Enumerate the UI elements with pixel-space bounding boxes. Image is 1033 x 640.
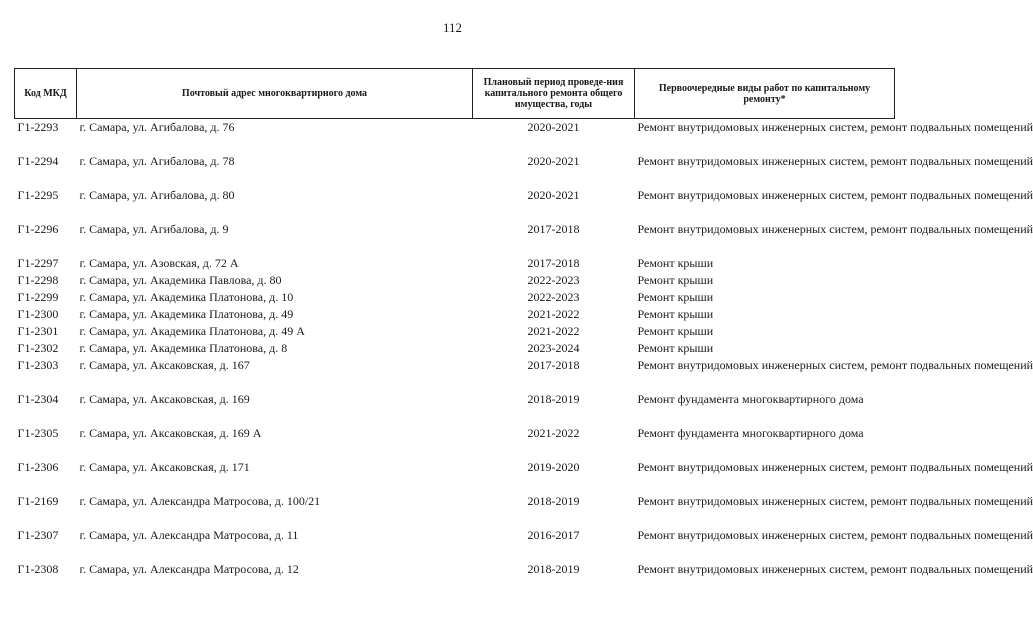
cell-address: г. Самара, ул. Агибалова, д. 80 — [79, 187, 235, 202]
cell-period: 2020-2021 — [527, 153, 580, 168]
cell-address: г. Самара, ул. Аксаковская, д. 169 — [79, 391, 250, 406]
cell-works: Ремонт фундамента многоквартирного дома — [637, 391, 864, 406]
cell-works: Ремонт крыши — [637, 340, 714, 355]
cell-address: г. Самара, ул. Агибалова, д. 9 — [79, 221, 229, 236]
cell-address: г. Самара, ул. Азовская, д. 72 А — [79, 255, 239, 270]
cell-code: Г1-2293 — [17, 120, 59, 134]
table-row — [15, 289, 895, 306]
cell-code: Г1-2298 — [17, 272, 59, 287]
header-period: Плановый период проведе-ния капитального ремонта общего имущества, годы — [473, 69, 635, 119]
table-row — [15, 425, 895, 459]
cell-code: Г1-2295 — [17, 187, 59, 202]
cell-period: 2021-2022 — [527, 306, 580, 321]
cell-code: Г1-2308 — [17, 561, 59, 576]
cell-works: Ремонт внутридомовых инженерных систем, ремонт подвальных помещений — [637, 493, 1033, 508]
table-row — [15, 323, 895, 340]
table-row — [15, 527, 895, 561]
cell-period: 2018-2019 — [527, 493, 580, 508]
cell-period: 2022-2023 — [527, 289, 580, 304]
cell-period: 2021-2022 — [527, 425, 580, 440]
cell-period: 2019-2020 — [527, 459, 580, 474]
cell-address: г. Самара, ул. Академика Платонова, д. 8 — [79, 340, 288, 355]
cell-code: Г1-2294 — [17, 153, 59, 168]
table-row — [15, 306, 895, 323]
table-row — [15, 255, 895, 272]
cell-period: 2017-2018 — [527, 221, 580, 236]
table-row — [15, 357, 895, 391]
cell-period: 2018-2019 — [527, 561, 580, 576]
cell-works: Ремонт внутридомовых инженерных систем, ремонт подвальных помещений — [637, 221, 1033, 236]
header-address: Почтовый адрес многоквартирного дома — [77, 69, 473, 119]
cell-works: Ремонт крыши — [637, 306, 714, 321]
cell-address: г. Самара, ул. Академика Платонова, д. 49 — [79, 306, 294, 321]
cell-period: 2020-2021 — [527, 187, 580, 202]
cell-address: г. Самара, ул. Аксаковская, д. 167 — [79, 357, 250, 372]
cell-code: Г1-2304 — [17, 391, 59, 406]
cell-works: Ремонт крыши — [637, 255, 714, 270]
cell-period: 2017-2018 — [527, 357, 580, 372]
cell-period: 2016-2017 — [527, 527, 580, 542]
cell-works: Ремонт внутридомовых инженерных систем, ремонт подвальных помещений — [637, 357, 1033, 372]
table-row — [15, 272, 895, 289]
header-works: Первоочередные виды работ по капитальному ремонту* — [635, 69, 895, 119]
table-header-row — [15, 69, 895, 119]
cell-period: 2021-2022 — [527, 323, 580, 338]
cell-address: г. Самара, ул. Академика Павлова, д. 80 — [79, 272, 282, 287]
cell-address: г. Самара, ул. Академика Платонова, д. 49 А — [79, 323, 305, 338]
cell-works: Ремонт крыши — [637, 289, 714, 304]
cell-works: Ремонт крыши — [637, 272, 714, 287]
table-row — [15, 187, 895, 221]
cell-code: Г1-2302 — [17, 340, 59, 355]
cell-code: Г1-2305 — [17, 425, 59, 440]
cell-code: Г1-2307 — [17, 527, 59, 542]
cell-period: 2020-2021 — [527, 120, 580, 134]
cell-address: г. Самара, ул. Агибалова, д. 76 — [79, 120, 235, 134]
table-row — [15, 153, 895, 187]
cell-address: г. Самара, ул. Александра Матросова, д. 100/21 — [79, 493, 321, 508]
cell-address: г. Самара, ул. Аксаковская, д. 169 А — [79, 425, 262, 440]
cell-works: Ремонт внутридомовых инженерных систем, ремонт подвальных помещений — [637, 459, 1033, 474]
cell-address: г. Самара, ул. Аксаковская, д. 171 — [79, 459, 250, 474]
table-row — [15, 340, 895, 357]
cell-works: Ремонт крыши — [637, 323, 714, 338]
cell-period: 2022-2023 — [527, 272, 580, 287]
table-row — [15, 459, 895, 493]
page-number: 112 — [442, 20, 463, 35]
table-row — [15, 119, 895, 153]
cell-period: 2023-2024 — [527, 340, 580, 355]
cell-address: г. Самара, ул. Академика Платонова, д. 10 — [79, 289, 294, 304]
capital-repair-table — [14, 68, 1033, 595]
table-row — [15, 493, 895, 527]
table-row — [15, 391, 895, 425]
cell-code: Г1-2297 — [17, 255, 59, 270]
table-row — [15, 561, 895, 595]
cell-code: Г1-2296 — [17, 221, 59, 236]
cell-period: 2017-2018 — [527, 255, 580, 270]
cell-code: Г1-2299 — [17, 289, 59, 304]
cell-works: Ремонт внутридомовых инженерных систем, ремонт подвальных помещений — [637, 561, 1033, 576]
cell-address: г. Самара, ул. Александра Матросова, д. 12 — [79, 561, 299, 576]
cell-works: Ремонт внутридомовых инженерных систем, ремонт подвальных помещений — [637, 153, 1033, 168]
cell-period: 2018-2019 — [527, 391, 580, 406]
header-code: Код МКД — [15, 69, 77, 119]
cell-code: Г1-2300 — [17, 306, 59, 321]
cell-works: Ремонт внутридомовых инженерных систем, ремонт подвальных помещений — [637, 120, 1033, 134]
cell-works: Ремонт фундамента многоквартирного дома — [637, 425, 864, 440]
cell-code: Г1-2301 — [17, 323, 59, 338]
cell-works: Ремонт внутридомовых инженерных систем, ремонт подвальных помещений — [637, 187, 1033, 202]
table-row — [15, 221, 895, 255]
cell-code: Г1-2303 — [17, 357, 59, 372]
cell-works: Ремонт внутридомовых инженерных систем, ремонт подвальных помещений — [637, 527, 1033, 542]
cell-code: Г1-2306 — [17, 459, 59, 474]
cell-address: г. Самара, ул. Агибалова, д. 78 — [79, 153, 235, 168]
cell-address: г. Самара, ул. Александра Матросова, д. 11 — [79, 527, 299, 542]
cell-code: Г1-2169 — [17, 493, 59, 508]
